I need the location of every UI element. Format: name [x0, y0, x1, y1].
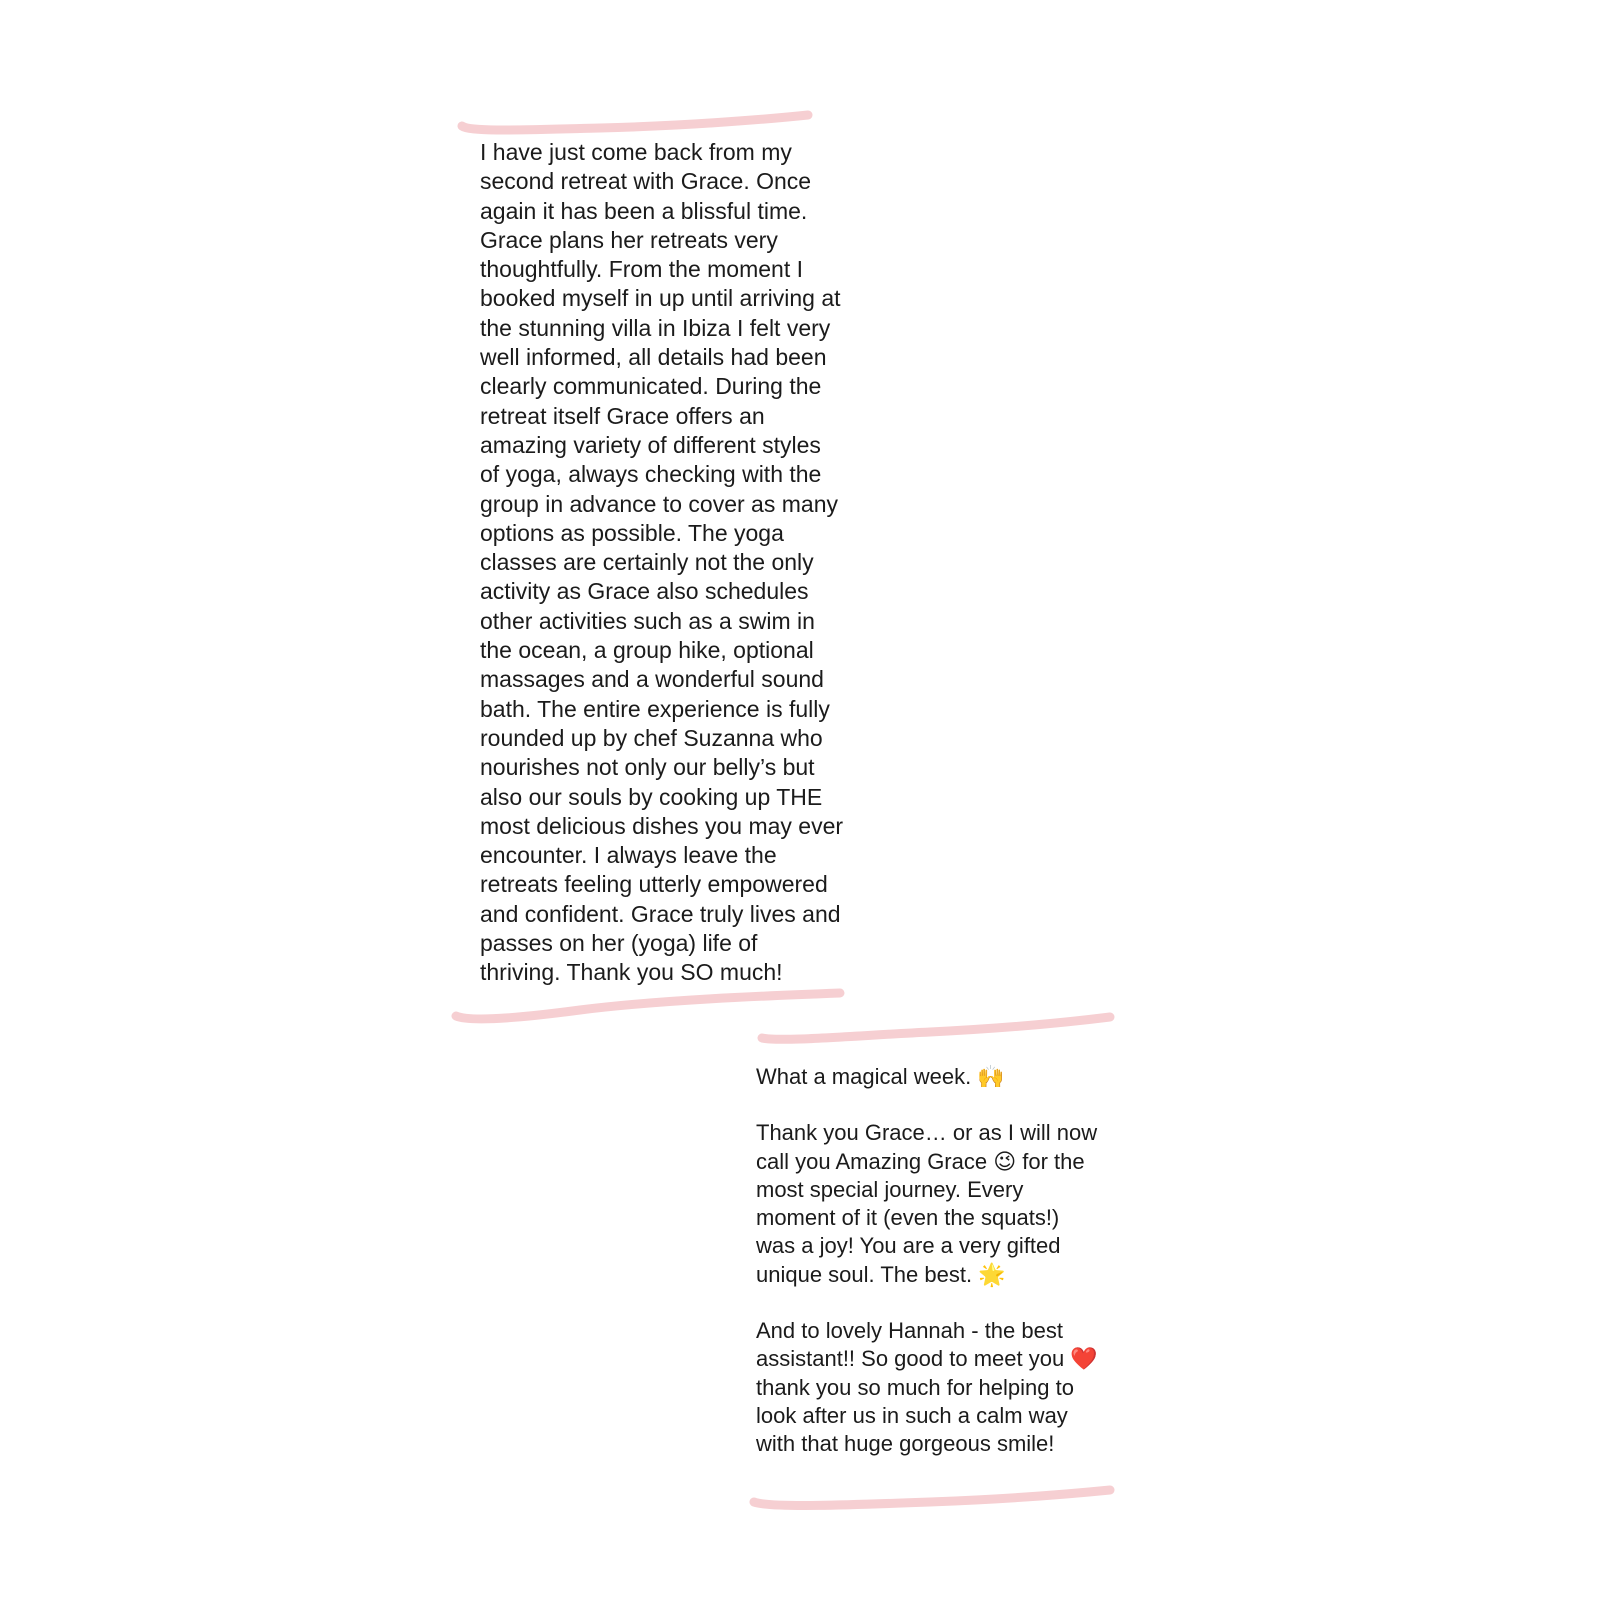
text-line: well informed, all details had been [480, 344, 827, 371]
text-line: unique soul. The best. 🌟 [756, 1261, 1006, 1287]
text-line: most delicious dishes you may ever [480, 812, 844, 839]
text-line: activity as Grace also schedules [480, 578, 809, 605]
text-line: Grace plans her retreats very [480, 226, 778, 253]
text-line: other activities such as a swim in [480, 607, 815, 634]
text-line: look after us in such a calm way [756, 1402, 1068, 1428]
text-line: was a joy! You are a very gifted [756, 1233, 1061, 1259]
text-line: nourishes not only our belly’s but [480, 754, 815, 781]
text-line: and confident. Grace truly lives and [480, 900, 841, 927]
text-line: amazing variety of different styles [480, 431, 821, 458]
text-line: What a magical week. 🙌 [756, 1064, 1005, 1089]
text-line: the ocean, a group hike, optional [480, 637, 814, 664]
text-line: group in advance to cover as many [480, 490, 838, 517]
text-line: passes on her (yoga) life of [480, 930, 758, 957]
text-line: clearly communicated. During the [480, 373, 822, 400]
text-line: encounter. I always leave the [480, 842, 777, 869]
testimonial-2-paragraph [756, 1063, 1116, 1091]
text-line: classes are certainly not the only [480, 549, 814, 576]
text-line: And to lovely Hannah - the best [756, 1318, 1063, 1344]
text-line: retreat itself Grace offers an [480, 402, 765, 429]
text-line: the stunning villa in Ibiza I felt very [480, 314, 831, 341]
text-line: options as possible. The yoga [480, 519, 784, 546]
top-swash-1 [462, 115, 808, 130]
text-line: thank you so much for helping to [756, 1374, 1074, 1400]
text-line: with that huge gorgeous smile! [756, 1431, 1055, 1457]
text-line: assistant!! So good to meet you ❤️ [756, 1346, 1098, 1372]
testimonial-2 [756, 1063, 1116, 1459]
bottom-swash-2 [754, 1490, 1110, 1505]
text-line: retreats feeling utterly empowered [480, 871, 828, 898]
text-line: again it has been a blissful time. [480, 197, 808, 224]
text-line: moment of it (even the squats!) [756, 1205, 1060, 1231]
text-line: Thank you Grace… or as I will now [756, 1120, 1098, 1146]
text-line: massages and a wonderful sound [480, 666, 824, 693]
testimonial-2-paragraph [756, 1317, 1116, 1458]
text-line: thriving. Thank you SO much! [480, 959, 783, 986]
text-line: bath. The entire experience is fully [480, 695, 830, 722]
bottom-swash-1 [456, 993, 840, 1019]
text-line: second retreat with Grace. Once [480, 168, 812, 195]
testimonial-1-text [480, 138, 880, 988]
top-swash-2 [762, 1017, 1110, 1039]
text-line: rounded up by chef Suzanna who [480, 724, 823, 751]
text-line: call you Amazing Grace 😉 for the [756, 1148, 1085, 1174]
text-line: I have just come back from my [480, 139, 792, 165]
text-line: thoughtfully. From the moment I [480, 256, 803, 283]
text-line: booked myself in up until arriving at [480, 285, 841, 312]
text-line: also our souls by cooking up THE [480, 783, 823, 810]
testimonial-1 [480, 138, 880, 988]
text-line: most special journey. Every [756, 1176, 1024, 1202]
testimonial-2-paragraph [756, 1119, 1116, 1289]
text-line: of yoga, always checking with the [480, 461, 822, 488]
